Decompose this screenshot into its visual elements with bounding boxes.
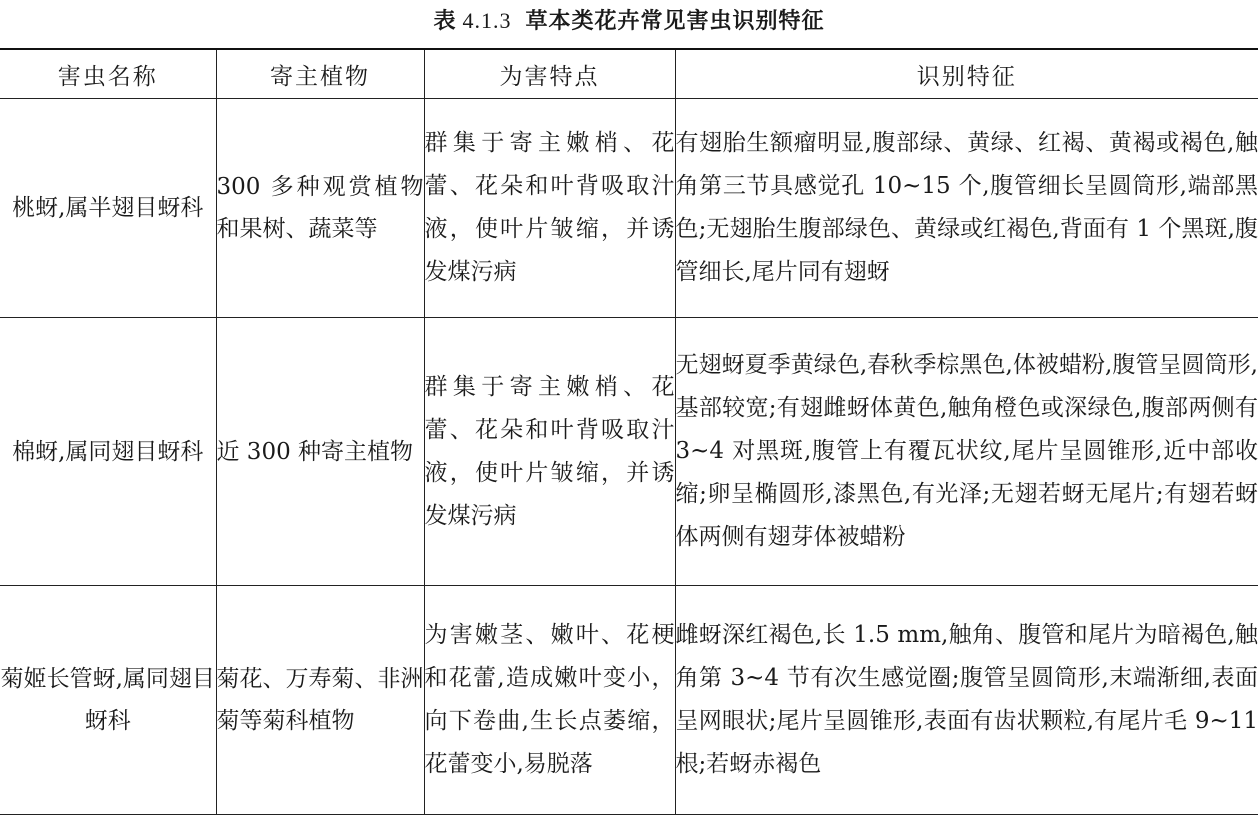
host-plants-cell: 300 多种观赏植物和果树、蔬菜等 xyxy=(216,99,424,318)
host-plants-cell: 近 300 种寄主植物 xyxy=(216,318,424,586)
caption-prefix: 表 xyxy=(433,9,457,34)
header-features: 识别特征 xyxy=(675,49,1258,99)
damage-cell: 群集于寄主嫩梢、花蕾、花朵和叶背吸取汁液，使叶片皱缩，并诱发煤污病 xyxy=(424,99,675,318)
host-plants-cell: 菊花、万寿菊、非洲菊等菊科植物 xyxy=(216,586,424,815)
table-header-row xyxy=(0,49,1258,99)
header-damage: 为害特点 xyxy=(424,49,675,99)
pest-table xyxy=(0,48,1258,815)
pest-name-cell: 桃蚜,属半翅目蚜科 xyxy=(0,99,216,318)
pest-name-cell: 棉蚜,属同翅目蚜科 xyxy=(0,318,216,586)
pest-name-cell: 菊姬长管蚜,属同翅目蚜科 xyxy=(0,586,216,815)
damage-cell: 群集于寄主嫩梢、花蕾、花朵和叶背吸取汁液，使叶片皱缩，并诱发煤污病 xyxy=(424,318,675,586)
caption-text: 草本类花卉常见害虫识别特征 xyxy=(525,9,825,34)
table-row xyxy=(0,318,1258,586)
table-caption xyxy=(0,4,1258,38)
damage-cell: 为害嫩茎、嫩叶、花梗和花蕾,造成嫩叶变小，向下卷曲,生长点萎缩，花蕾变小,易脱落 xyxy=(424,586,675,815)
header-pest-name: 害虫名称 xyxy=(0,49,216,99)
features-cell: 有翅胎生额瘤明显,腹部绿、黄绿、红褐、黄褐或褐色,触角第三节具感觉孔 10~15 个,腹管细长呈圆筒形,端部黑色;无翅胎生腹部绿色、黄绿或红褐色,背面有 1 个黑斑,腹管细长,尾片同有翅蚜 xyxy=(675,99,1258,318)
features-cell: 无翅蚜夏季黄绿色,春秋季棕黑色,体被蜡粉,腹管呈圆筒形,基部较宽;有翅雌蚜体黄色,触角橙色或深绿色,腹部两侧有 3~4 对黑斑,腹管上有覆瓦状纹,尾片呈圆锥形,近中部收缩;卵呈椭圆形,漆黑色,有光泽;无翅若蚜无尾片;有翅若蚜体两侧有翅芽体被蜡粉 xyxy=(675,318,1258,586)
table-row xyxy=(0,586,1258,815)
header-host-plants: 寄主植物 xyxy=(216,49,424,99)
features-cell: 雌蚜深红褐色,长 1.5 mm,触角、腹管和尾片为暗褐色,触角第 3~4 节有次生感觉圈;腹管呈圆筒形,末端渐细,表面呈网眼状;尾片呈圆锥形,表面有齿状颗粒,有尾片毛 9~11 根;若蚜赤褐色 xyxy=(675,586,1258,815)
table-row xyxy=(0,99,1258,318)
caption-number: 4.1.3 xyxy=(462,8,512,33)
